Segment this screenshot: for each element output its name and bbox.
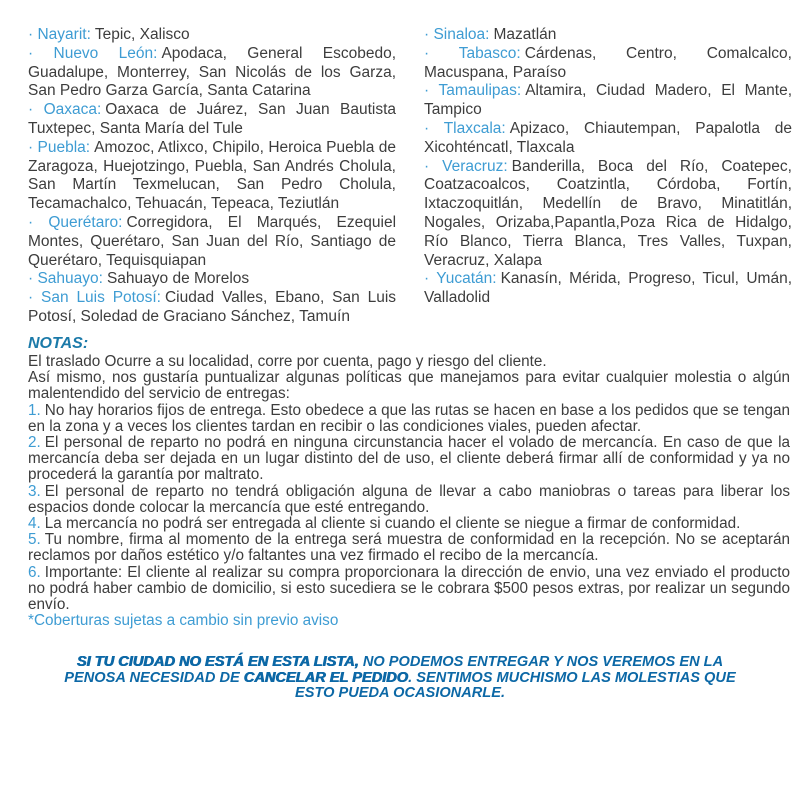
state-entry-queretaro bbox=[28, 214, 396, 270]
state-entry-oaxaca bbox=[28, 101, 396, 139]
note-item-1 bbox=[28, 403, 790, 435]
note-text: La mercancía no podrá ser entregada al cliente si cuando el cliente se niegue a firmar de conformidad. bbox=[44, 514, 741, 532]
coverage-disclaimer: *Coberturas sujetas a cambio sin previo aviso bbox=[28, 612, 339, 630]
note-number: 6. bbox=[28, 563, 41, 581]
state-cities: Amozoc, Atlixco, Chipilo, Heroica Puebla de Zaragoza, Huejotzingo, Puebla, San Andrés Cholula, San Martín Texmelucan, San Pedro Cholula, Tecamachalco, Tehuacán, Tepeaca, Teziutlán bbox=[28, 138, 396, 213]
note-text: Tu nombre, firma al momento de la entrega será muestra de conformidad en la recepción. No se aceptarán reclamos por daños estético y/o faltantes una vez firmado el recibo de la mercancía. bbox=[28, 531, 790, 565]
warning-text: . SENTIMOS MUCHISMO LAS MOLESTIAS QUE ESTO PUEDA OCASIONARLE. bbox=[294, 669, 736, 702]
state-cities: Oaxaca de Juárez, San Juan Bautista Tuxtepec, Santa María del Tule bbox=[28, 101, 396, 137]
note-text: El personal de reparto no tendrá obligación alguna de llevar a cabo maniobras o tareas para liberar los espacios donde colocar la mercancía que esté entregando. bbox=[28, 482, 790, 516]
note-item-6 bbox=[28, 565, 790, 614]
state-label: · Puebla: bbox=[28, 138, 91, 156]
state-label: · Nayarit: bbox=[28, 26, 91, 43]
note-item-2 bbox=[28, 435, 790, 484]
warning-banner bbox=[50, 655, 750, 701]
state-label: · Veracruz: bbox=[424, 157, 508, 175]
state-label: · Sahuayo: bbox=[28, 270, 103, 288]
state-cities: Tepic, Xalisco bbox=[94, 26, 190, 43]
note-item-4 bbox=[28, 516, 790, 532]
warning-text-strong: SI TU CIUDAD NO ESTÁ EN ESTA LISTA, bbox=[76, 654, 359, 671]
coverage-columns bbox=[0, 0, 800, 327]
state-entry-tamaulipas bbox=[424, 82, 792, 120]
note-item-3 bbox=[28, 484, 790, 516]
state-entry-nuevo-leon bbox=[28, 45, 396, 101]
note-text: No hay horarios fijos de entrega. Esto obedece a que las rutas se hacen en base a los pedidos que se tengan en la zona y a veces los clientes tardan en recibir o las condiciones viales, pueden afectar. bbox=[28, 401, 790, 435]
state-entry-tlaxcala bbox=[424, 120, 792, 158]
notes-intro-line: Así mismo, nos gustaría puntualizar algunas políticas que manejamos para evitar cualquier molestia o algún malentendido del servicio de entregas: bbox=[28, 369, 790, 403]
state-entry-san-luis-potosi bbox=[28, 289, 396, 327]
state-entry-sinaloa bbox=[424, 26, 792, 45]
state-cities: Corregidora, El Marqués, Ezequiel Montes, Querétaro, San Juan del Río, Santiago de Querétaro, Tequisquiapan bbox=[28, 213, 397, 269]
notes-title: NOTAS: bbox=[28, 334, 89, 352]
state-label: · Yucatán: bbox=[424, 270, 497, 288]
state-cities: Ciudad Valles, Ebano, San Luis Potosí, Soledad de Graciano Sánchez, Tamuín bbox=[28, 289, 397, 325]
state-cities: Apizaco, Chiautempan, Papalotla de Xicohténcatl, Tlaxcala bbox=[424, 119, 792, 156]
state-cities: Sahuayo de Morelos bbox=[106, 270, 250, 288]
state-cities: Mazatlán bbox=[493, 26, 557, 43]
state-label: · Oaxaca: bbox=[28, 101, 102, 119]
state-label: · Sinaloa: bbox=[424, 26, 490, 43]
note-text: Importante: El cliente al realizar su compra proporcionara la dirección de envio, una vez enviado el producto no podrá haber cambio de domicilio, si esto sucediera se le cobrara $500 pesos extras, por realizar un segundo envío. bbox=[28, 563, 790, 613]
state-cities: Apodaca, General Escobedo, Guadalupe, Monterrey, San Nicolás de los Garza, San Pedro Garza García, Santa Catarina bbox=[28, 44, 396, 100]
state-entry-tabasco bbox=[424, 45, 792, 83]
note-item-5 bbox=[28, 532, 790, 564]
state-cities: Cárdenas, Centro, Comalcalco, Macuspana, Paraíso bbox=[424, 44, 792, 81]
note-number: 1. bbox=[28, 401, 41, 419]
note-text: El personal de reparto no podrá en ninguna circunstancia hacer el volado de mercancía. En caso de que la mercancía deba ser dejada en un lugar distinto del de uso, el cliente deberá firmar allí de conformidad y ya no procederá la garantía por maltrato. bbox=[28, 433, 790, 484]
state-label: · Tamaulipas: bbox=[424, 82, 522, 100]
state-cities: Kanasín, Mérida, Progreso, Ticul, Umán, Valladolid bbox=[424, 270, 793, 307]
state-entry-puebla bbox=[28, 139, 396, 214]
state-label: · San Luis Potosí: bbox=[28, 289, 161, 307]
state-entry-nayarit bbox=[28, 26, 396, 45]
note-number: 4. bbox=[28, 514, 41, 532]
warning-text: NO PODEMOS ENTREGAR Y NOS VEREMOS EN LA PENOSA NECESIDAD DE bbox=[64, 654, 724, 686]
note-number: 2. bbox=[28, 433, 41, 451]
state-entry-yucatan bbox=[424, 270, 792, 308]
state-label: · Tabasco: bbox=[424, 44, 521, 62]
notes-section bbox=[28, 336, 790, 630]
state-cities: Altamira, Ciudad Madero, El Mante, Tampico bbox=[424, 82, 792, 119]
state-label: · Nuevo León: bbox=[28, 44, 158, 62]
notes-intro-line: El traslado Ocurre a su localidad, corre por cuenta, pago y riesgo del cliente. bbox=[28, 352, 547, 370]
note-number: 5. bbox=[28, 531, 41, 549]
state-entry-veracruz bbox=[424, 158, 792, 271]
state-label: · Querétaro: bbox=[28, 213, 123, 231]
coverage-column-right bbox=[424, 26, 792, 327]
state-entry-sahuayo bbox=[28, 270, 396, 289]
note-number: 3. bbox=[28, 482, 41, 500]
state-label: · Tlaxcala: bbox=[424, 119, 506, 137]
state-cities: Banderilla, Boca del Río, Coatepec, Coatzacoalcos, Coatzintla, Córdoba, Fortín, Ixtaczoquitlán, Medellín de Bravo, Minatitlán, Nogales, Orizaba,Papantla,Poza Rica de Hidalgo, Río Blanco, Tierra Blanca, Tres Valles, Tuxpan, Veracruz, Xalapa bbox=[424, 157, 792, 269]
coverage-column-left bbox=[28, 26, 396, 327]
warning-text-strong: CANCELAR EL PEDIDO bbox=[243, 669, 409, 686]
